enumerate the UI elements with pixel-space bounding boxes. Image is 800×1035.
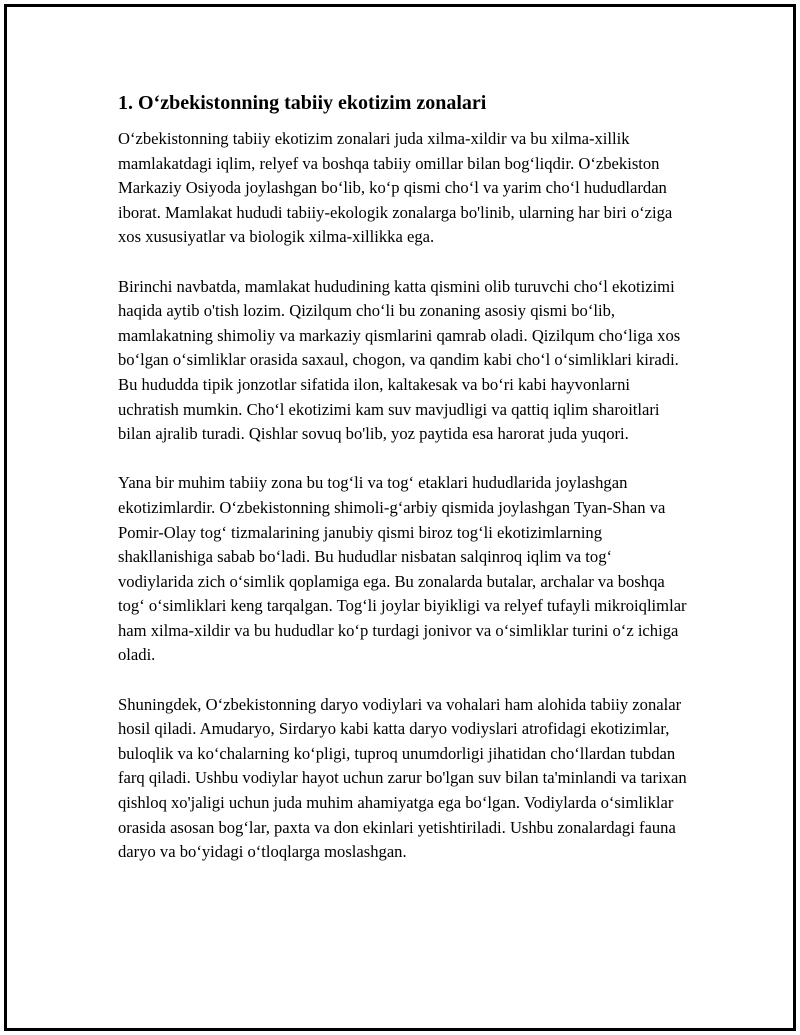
paragraph-river-valleys: Shuningdek, O‘zbekistonning daryo vodiylari va vohalari ham alohida tabiiy zonalar hosil qiladi. Amudaryo, Sirdaryo kabi katta daryo vodiyslari atrofidagi ekotizimlar, buloqlik va ko‘chalarning ko‘pligi, tuproq unumdorligi jihatidan cho‘llardan tubdan farq qiladi. Ushbu vodiylar hayot uchun zarur bo'lgan suv bilan ta'minlandi va tarixan qishloq xo'jaligi uchun juda muhim ahamiyatga ega bo‘lgan. Vodiylarda o‘simliklar orasida asosan bog‘lar, paxta va don ekinlari yetishtiriladi. Ushbu zonalardagi fauna daryo va bo‘yidagi o‘tloqlarga moslashgan. [118,694,687,862]
paragraph-desert-ecosystem: Birinchi navbatda, mamlakat hududining katta qismini olib turuvchi cho‘l ekotizimi haqida aytib o'tish lozim. Qizilqum cho‘li bu zonaning asosiy qismi bo‘lib, mamlakatning shimoliy va markaziy qismlarini qamrab oladi. Qizilqum cho‘liga xos bo‘lgan o‘simliklar orasida saxaul, chogon, va qandim kabi cho‘l o‘simliklari kiradi. Bu hududda tipik jonzotlar sifatida ilon, kaltakesak va bo‘ri kabi hayvonlarni uchratish mumkin. Cho‘l ekotizimi kam suv mavjudligi va qattiq iqlim sharoitlari bilan ajralib turadi. Qishlar sovuq bo'lib, yoz paytida esa harorat juda yuqori. [118,276,681,444]
section-heading: 1. O‘zbekistonning tabiiy ekotizim zonalari [118,92,487,114]
paragraph-mountain-ecosystem: Yana bir muhim tabiiy zona bu tog‘li va tog‘ etaklari hududlarida joylashgan ekotizimlardir. O‘zbekistonning shimoli-g‘arbiy qismida joylashgan Tyan-Shan va Pomir-Olay tog‘ tizmalarining janubiy qismi biroz tog‘li ekotizimlarning shakllanishiga sabab bo‘ladi. Bu hududlar nisbatan salqinroq iqlim va tog‘ vodiylarida zich o‘simlik qoplamiga ega. Bu zonalarda butalar, archalar va boshqa tog‘ o‘simliklari keng tarqalgan. Tog‘li joylar biyikligi va relyef tufayli mikroiqlimlar ham xilma-xildir va bu hududlar ko‘p turdagi jonivor va o‘simliklar turini o‘z ichiga oladi. [118,473,687,665]
paragraph-intro: O‘zbekistonning tabiiy ekotizim zonalari juda xilma-xildir va bu xilma-xillik mamlakatdagi iqlim, relyef va boshqa tabiiy omillar bilan bog‘liqdir. O‘zbekiston Markaziy Osiyoda joylashgan bo‘lib, ko‘p qismi cho‘l va yarim cho‘l hududlardan iborat. Mamlakat hududi tabiiy-ekologik zonalarga bo'linib, ularning har biri o‘ziga xos xususiyatlar va biologik xilma-xillikka ega. [118,129,673,247]
document-body [118,88,688,889]
